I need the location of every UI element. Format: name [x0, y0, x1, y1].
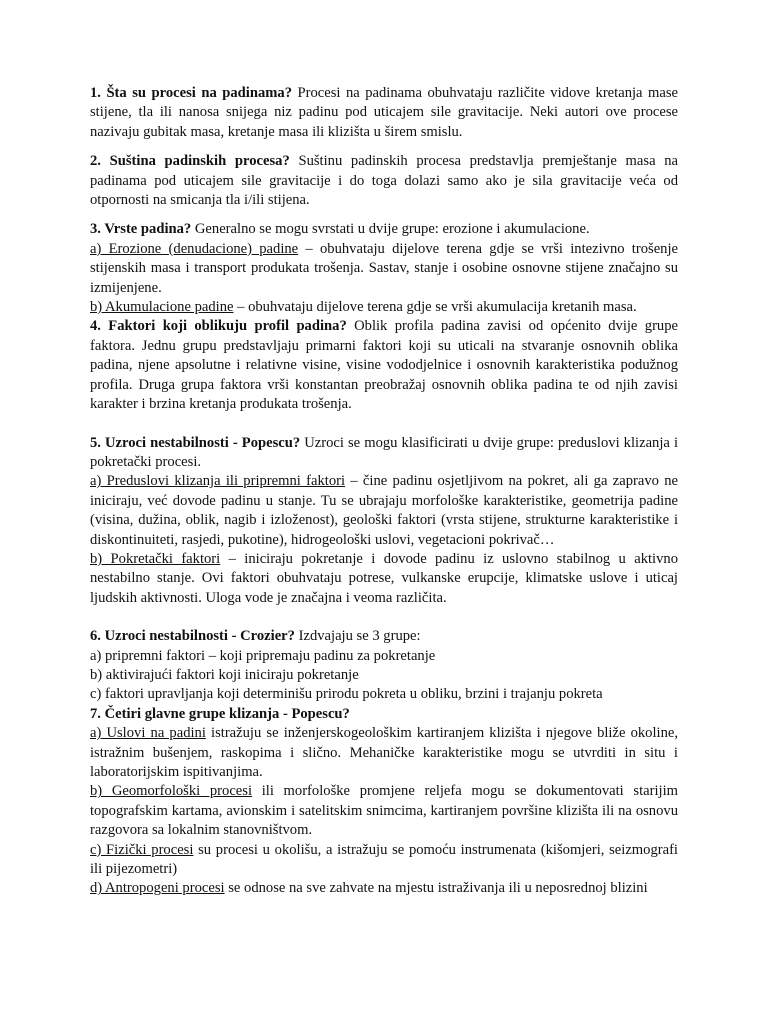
question-4: 4. Faktori koji oblikuju profil padina? — [90, 318, 347, 335]
section-7-item-c — [90, 841, 678, 880]
answer-1: Procesi na padinama obuhvataju različite vidove kretanja mase stijene, tla ili nanosa snijega niz padinu pod uticajem sile gravitacije. Neki autori ove procese nazivaju gubitak masa, kretanje masa ili klizišta u širem smislu. — [90, 85, 679, 140]
section-2 — [90, 152, 678, 210]
section-3 — [90, 220, 678, 239]
term-fizicki-procesi: c) Fizički procesi — [90, 841, 194, 858]
section-7-item-d — [90, 879, 678, 898]
section-5 — [90, 434, 678, 473]
section-5-item-b — [90, 550, 678, 608]
answer-5: Uzroci se mogu klasificirati u dvije grupe: preduslovi klizanja i pokretački procesi. — [90, 434, 678, 470]
section-6-line-a: a) pripremni faktori – koji pripremaju padinu za pokretanje — [90, 647, 436, 664]
question-5: 5. Uzroci nestabilnosti - Popescu? — [90, 434, 301, 451]
text-pokretacki-faktori: – iniciraju pokretanje i dovode padinu iz uslovno stabilnog u aktivno nestabilno stanje. Ovi faktori obuhvataju potrese, vulkanske erupcije, klimatske uslove i uticaj ljudskih aktivnosti. Uloga vode je značajna i veoma različita. — [90, 550, 678, 606]
question-6: 6. Uzroci nestabilnosti - Crozier? — [90, 628, 295, 645]
section-3-item-b — [90, 298, 678, 317]
section-7-item-a — [90, 724, 678, 782]
text-preduslovi-klizanja: – čine padinu osjetljivom na pokret, ali ga zapravo ne iniciraju, već dovode padinu u stanje. Tu se ubrajaju morfološke karakteristike, geometrija padine (visina, dužina, oblik, nagib i izloženost), geološki faktori (vrsta stijene, strukturne karakteristike i diskontinuiteti, rasjedi, pukotine), hidrogeološki uslovi, vegetacioni pokrivač… — [90, 473, 678, 548]
answer-6: Izdvajaju se 3 grupe: — [294, 628, 421, 645]
term-uslovi-na-padini: a) Uslovi na padini — [90, 725, 206, 742]
text-erozione-padine: – obuhvataju dijelove terena gdje se vrši intezivno trošenje stijenskih masa i transport produkata trošenja. Sastav, stanje i osobine osnovne stijene značajno su izmijenjene. — [90, 240, 678, 296]
term-erozione-padine: a) Erozione (denudacione) padine — [90, 240, 299, 257]
document-page — [90, 84, 678, 899]
question-2: 2. Suština padinskih procesa? — [90, 153, 290, 170]
section-4 — [90, 317, 678, 414]
section-6-line-c: c) faktori upravljanja koji determinišu prirodu pokreta u obliku, brzini i trajanju pokreta — [90, 686, 603, 703]
text-fizicki-procesi: su procesi u okolišu, a istražuju se pomoću instrumenata (kišomjeri, seizmografi ili pijezometri) — [90, 841, 678, 878]
question-7: 7. Četiri glavne grupe klizanja - Popescu? — [90, 705, 350, 722]
answer-2: Suštinu padinskih procesa predstavlja premještanje masa na padinama pod uticajem sile gravitacije i do toga dolazi samo ako je sila gravitacije veća od otpornosti na smicanja tla i/ili stijena. — [90, 153, 678, 209]
answer-4: Oblik profila padina zavisi od općenito dvije grupe faktora. Jednu grupu predstavljaju primarni faktori koji su uticali na stvaranje osnovnih oblika padina, njene apsolutne i relativne visine, visine vododjelnice i osnovnih karakteristika podužnog profila. Druga grupa faktora vrši konstantan preobražaj osnovnih oblika padina te od njih zavisi karakter i brzina kretanja produkata trošenja. — [90, 318, 679, 413]
term-preduslovi-klizanja: a) Preduslovi klizanja ili pripremni faktori — [90, 473, 346, 490]
term-antropogeni-procesi: d) Antropogeni procesi — [90, 880, 225, 897]
term-akumulacione-padine: b) Akumulacione padine — [90, 299, 234, 316]
section-5-item-a — [90, 472, 678, 550]
question-1: 1. Šta su procesi na padinama? — [90, 85, 292, 101]
term-geomorfoloski-procesi: b) Geomorfološki procesi — [90, 783, 253, 800]
term-pokretacki-faktori: b) Pokretački faktori — [90, 550, 221, 567]
text-uslovi-na-padini: istražuju se inženjerskogeološkim kartiranjem klizišta i njegove bliže okoline, istražnim bušenjem, raskopima i slično. Mehaničke karakteristike mogu se utvrditi in situ i laboratorijskim ispitivanjima. — [90, 725, 678, 780]
section-3-item-a — [90, 240, 678, 298]
section-6-line-b: b) aktivirajući faktori koji iniciraju pokretanje — [90, 666, 359, 683]
section-6 — [90, 627, 678, 646]
section-7-item-b — [90, 782, 678, 840]
answer-3: Generalno se mogu svrstati u dvije grupe: erozione i akumulacione. — [191, 221, 590, 238]
text-akumulacione-padine: – obuhvataju dijelove terena gdje se vrši akumulacija kretanih masa. — [233, 299, 637, 316]
text-antropogeni-procesi: se odnose na sve zahvate na mjestu istraživanja ili u neposrednoj blizini — [224, 880, 648, 897]
section-1 — [90, 84, 678, 142]
text-geomorfoloski-procesi: ili morfološke promjene reljefa mogu se dokumentovati starijim topografskim kartama, avionskim i satelitskim snimcima, kartiranjem površine klizišta ili na osnovu razgovora sa lokalnim stanovništvom. — [90, 783, 678, 839]
question-3: 3. Vrste padina? — [90, 221, 192, 238]
section-7 — [90, 705, 678, 724]
